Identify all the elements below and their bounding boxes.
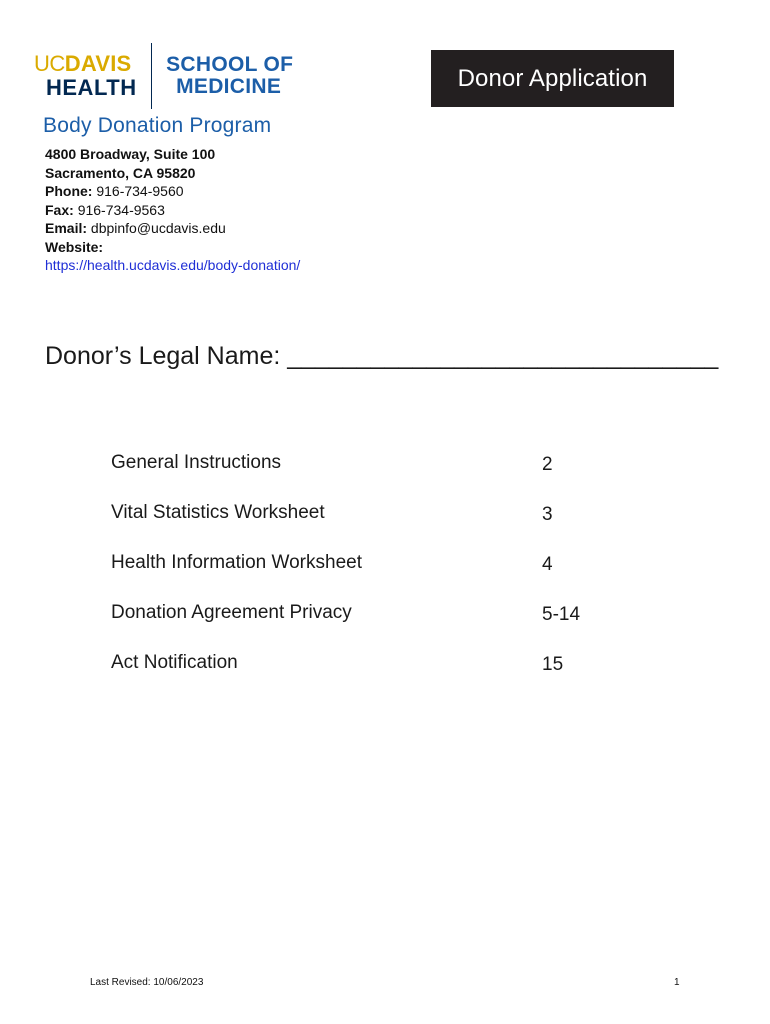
toc-item-page: 2 bbox=[542, 454, 553, 475]
phone-label: Phone: bbox=[45, 183, 93, 199]
toc-item bbox=[111, 652, 591, 702]
toc-item-title: Health Information Worksheet bbox=[111, 552, 362, 573]
program-name: Body Donation Program bbox=[43, 114, 272, 137]
logo-davis-text: DAVIS bbox=[64, 51, 132, 76]
contact-block bbox=[45, 145, 300, 275]
toc-item bbox=[111, 602, 591, 652]
toc-item-title: Donation Agreement Privacy bbox=[111, 602, 352, 623]
fax-value: 916-734-9563 bbox=[77, 201, 165, 218]
fax-row bbox=[45, 201, 300, 220]
logo-uc-text: UC bbox=[34, 51, 65, 76]
toc-item-page: 4 bbox=[542, 554, 553, 575]
toc-item bbox=[111, 552, 591, 602]
toc-item-page: 15 bbox=[542, 654, 564, 675]
toc-item-title: Vital Statistics Worksheet bbox=[111, 502, 325, 523]
toc-item bbox=[111, 452, 591, 502]
phone-row bbox=[45, 182, 300, 201]
toc-item-page: 5-14 bbox=[542, 604, 581, 625]
page-number: 1 bbox=[674, 977, 680, 988]
address-line-2: Sacramento, CA 95820 bbox=[45, 164, 196, 181]
donor-legal-name-field[interactable]: Donor’s Legal Name: _______________________________ bbox=[45, 342, 719, 370]
document-title-badge: Donor Application bbox=[431, 50, 674, 107]
phone-value: 916-734-9560 bbox=[96, 183, 184, 199]
toc-item-title: Act Notification bbox=[111, 652, 238, 673]
website-link[interactable]: https://health.ucdavis.edu/body-donation/ bbox=[45, 257, 301, 273]
logo-school bbox=[154, 43, 293, 109]
logo-health-text: HEALTH bbox=[46, 75, 137, 100]
toc-item-title: General Instructions bbox=[111, 452, 282, 473]
logo-wordmark bbox=[34, 43, 149, 109]
table-of-contents bbox=[111, 452, 591, 702]
email-label: Email: bbox=[45, 220, 88, 236]
address-line-1: 4800 Broadway, Suite 100 bbox=[45, 146, 216, 162]
toc-item-page: 3 bbox=[542, 504, 553, 525]
logo-school-line2: MEDICINE bbox=[176, 75, 282, 98]
logo-divider bbox=[151, 43, 153, 109]
logo-school-line1: SCHOOL OF bbox=[166, 52, 294, 76]
fax-label: Fax: bbox=[45, 201, 74, 218]
ucdavis-logo bbox=[34, 43, 293, 109]
website-label: Website: bbox=[45, 238, 104, 255]
last-revised: Last Revised: 10/06/2023 bbox=[90, 977, 204, 988]
email-value: dbpinfo@ucdavis.edu bbox=[90, 220, 226, 236]
toc-item bbox=[111, 502, 591, 552]
email-row bbox=[45, 219, 300, 238]
logo-ucdavis bbox=[34, 53, 137, 75]
